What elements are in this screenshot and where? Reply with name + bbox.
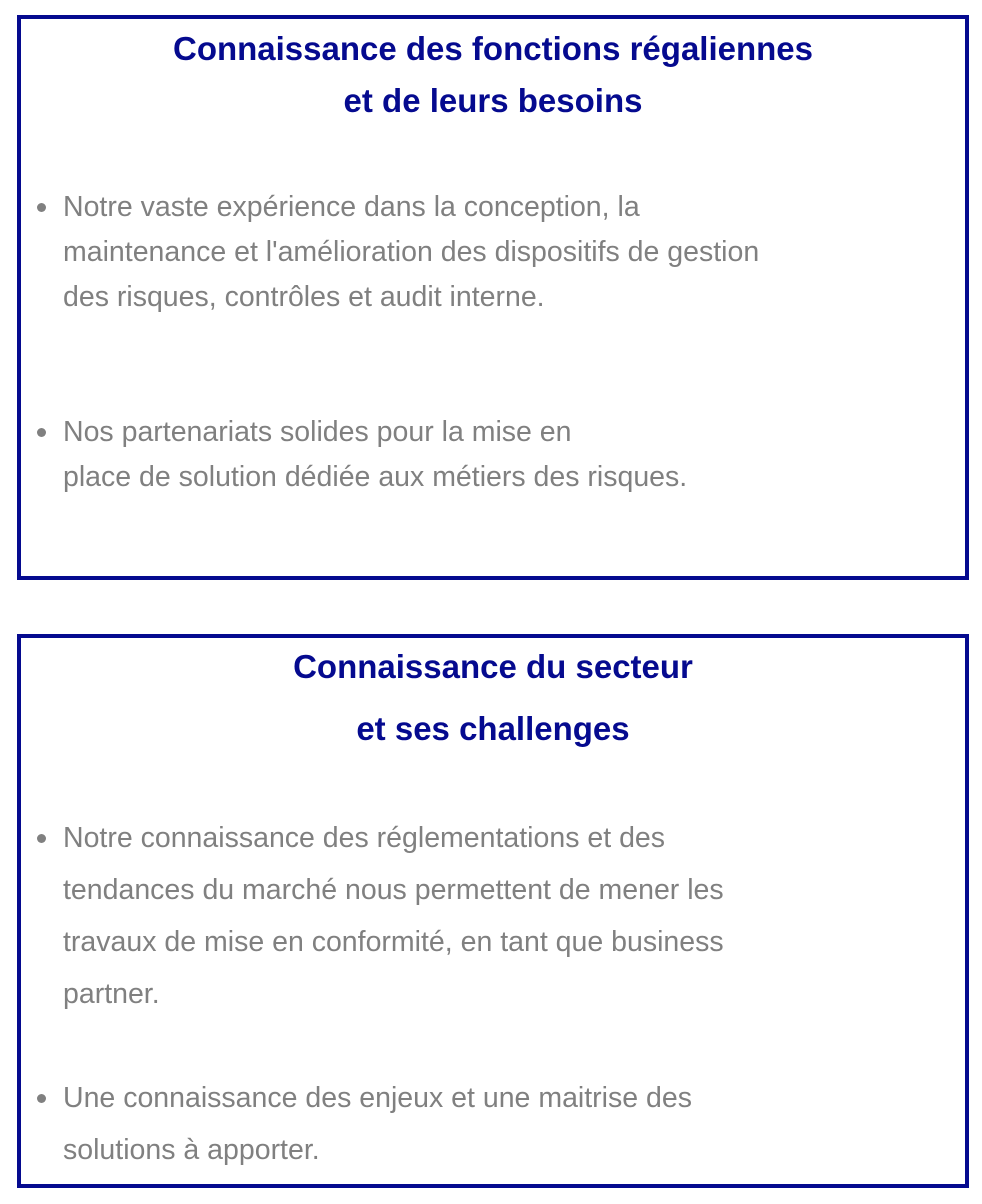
- card-regalian-functions: [17, 15, 969, 580]
- bullet-item: [21, 1072, 965, 1176]
- bullet-list: [21, 185, 965, 500]
- bullet-text-line: maintenance et l'amélioration des dispositifs de gestion: [63, 236, 760, 268]
- bullet-text-line: tendances du marché nous permettent de mener les: [63, 874, 724, 906]
- card-title: [21, 23, 965, 127]
- bullet-item: [21, 812, 965, 1020]
- card-title: [21, 636, 965, 760]
- bullet-text-line: des risques, contrôles et audit interne.: [63, 281, 545, 313]
- card-sector-knowledge: [17, 634, 969, 1188]
- bullet-text-line: Nos partenariats solides pour la mise en: [63, 416, 572, 448]
- card-title-line: Connaissance du secteur: [293, 648, 693, 685]
- card-title-line: et ses challenges: [356, 710, 630, 747]
- bullet-text-line: Notre connaissance des réglementations et des: [63, 822, 666, 854]
- bullet-list: [21, 812, 965, 1176]
- bullet-item: [21, 410, 965, 500]
- bullet-text-line: Une connaissance des enjeux et une maitrise des: [63, 1082, 692, 1114]
- bullet-text-line: partner.: [63, 978, 160, 1010]
- bullet-text-line: travaux de mise en conformité, en tant que business: [63, 926, 724, 958]
- bullet-text-line: solutions à apporter.: [63, 1134, 320, 1166]
- card-title-line: Connaissance des fonctions régaliennes: [172, 30, 814, 67]
- bullet-text-line: Notre vaste expérience dans la conception, la: [63, 191, 640, 223]
- card-title-line: et de leurs besoins: [343, 82, 643, 119]
- bullet-text-line: place de solution dédiée aux métiers des risques.: [63, 461, 688, 493]
- bullet-item: [21, 185, 965, 320]
